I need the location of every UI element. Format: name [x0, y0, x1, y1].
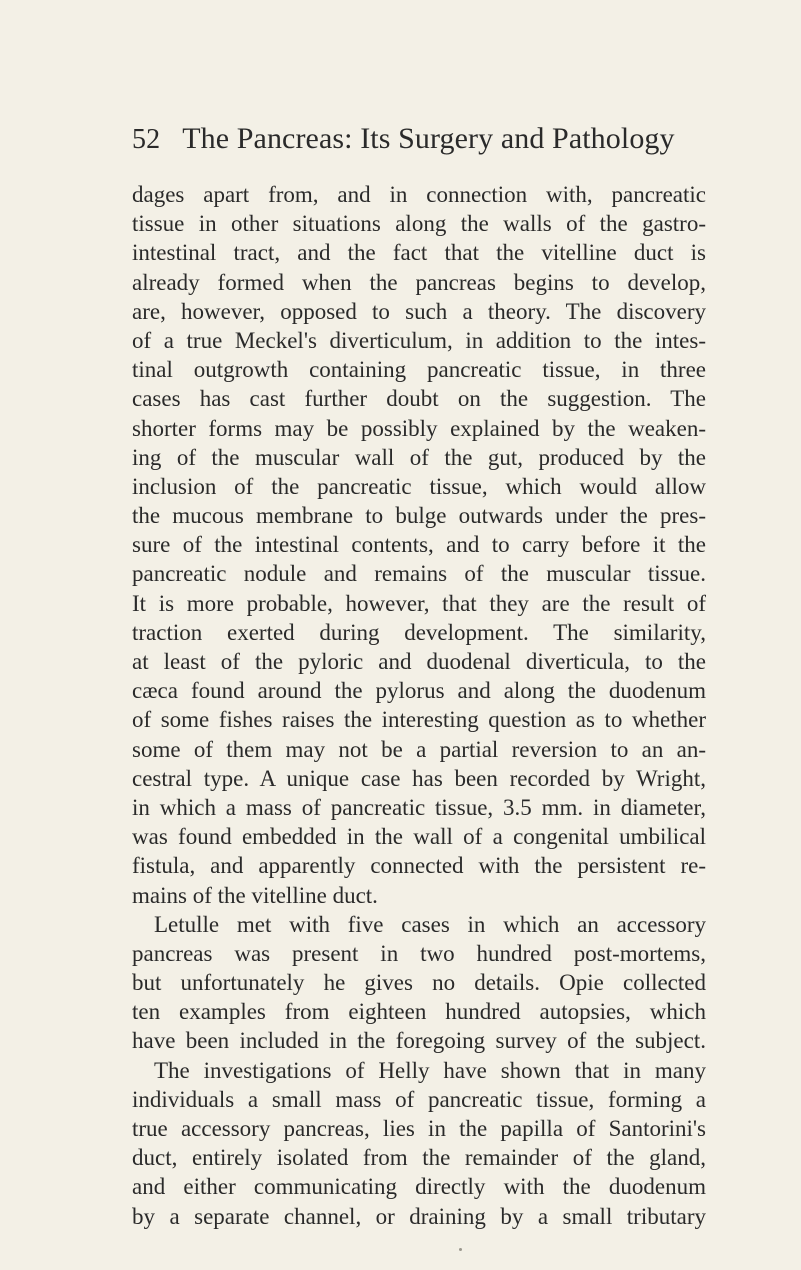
text-line: in which a mass of pancreatic tissue, 3.5 mm. in diameter,: [132, 794, 706, 820]
text-line: pancreas was present in two hundred post-mortems,: [132, 940, 706, 966]
text-line: true accessory pancreas, lies in the papilla of Santorini's: [132, 1116, 706, 1141]
text-line: shorter forms may be possibly explained by the weaken-: [132, 415, 706, 441]
paper-speck: [459, 1248, 462, 1251]
text-line: traction exerted during development. The similarity,: [132, 619, 706, 645]
text-line: ten examples from eighteen hundred autopsies, which: [132, 999, 706, 1025]
text-line: sure of the intestinal contents, and to carry before it the: [132, 532, 706, 558]
text-line: intestinal tract, and the fact that the vitelline duct is: [132, 240, 706, 266]
text-line: already formed when the pancreas begins to develop,: [132, 269, 706, 295]
text-line: pancreatic nodule and remains of the muscular tissue.: [132, 561, 706, 587]
text-line: cæca found around the pylorus and along the duodenum: [132, 678, 706, 704]
text-line: and either communicating directly with the duodenum: [132, 1174, 706, 1200]
paragraph-end-line: mains of the vitelline duct.: [132, 882, 378, 908]
text-line: have been included in the foregoing survey of the subject.: [132, 1028, 706, 1054]
text-line: cestral type. A unique case has been recorded by Wright,: [132, 765, 706, 791]
text-line: fistula, and apparently connected with the persistent re-: [132, 853, 706, 879]
text-line: tinal outgrowth containing pancreatic tissue, in three: [132, 357, 706, 383]
text-line: It is more probable, however, that they are the result of: [132, 590, 706, 616]
paragraph-start-line: The investigations of Helly have shown that in many: [154, 1057, 706, 1083]
text-line: individuals a small mass of pancreatic tissue, forming a: [132, 1086, 706, 1112]
text-line: by a separate channel, or draining by a small tributary: [132, 1203, 706, 1229]
text-line: was found embedded in the wall of a congenital umbilical: [132, 824, 706, 850]
text-line: at least of the pyloric and duodenal diverticula, to the: [132, 649, 706, 674]
text-line: dages apart from, and in connection with, pancreatic: [132, 182, 706, 207]
text-line: tissue in other situations along the walls of the gastro-: [132, 211, 706, 237]
text-line: cases has cast further doubt on the suggestion. The: [132, 386, 706, 412]
running-head: [132, 122, 675, 168]
text-line: of some fishes raises the interesting question as to whether: [132, 707, 706, 733]
text-line: are, however, opposed to such a theory. The discovery: [132, 298, 706, 324]
text-line: some of them may not be a partial reversion to an an-: [132, 736, 706, 762]
body-text: [132, 180, 706, 1231]
page-number: 52: [132, 124, 161, 155]
text-line: but unfortunately he gives no details. Opie collected: [132, 970, 706, 996]
text-line: of a true Meckel's diverticulum, in addition to the intes-: [132, 327, 706, 353]
text-line: the mucous membrane to bulge outwards under the pres-: [132, 503, 706, 529]
text-line: ing of the muscular wall of the gut, produced by the: [132, 444, 706, 470]
text-line: duct, entirely isolated from the remainder of the gland,: [132, 1145, 706, 1171]
paragraph-start-line: Letulle met with five cases in which an accessory: [154, 911, 706, 937]
text-line: inclusion of the pancreatic tissue, which would allow: [132, 473, 706, 499]
running-title: The Pancreas: Its Surgery and Pathology: [182, 122, 675, 155]
